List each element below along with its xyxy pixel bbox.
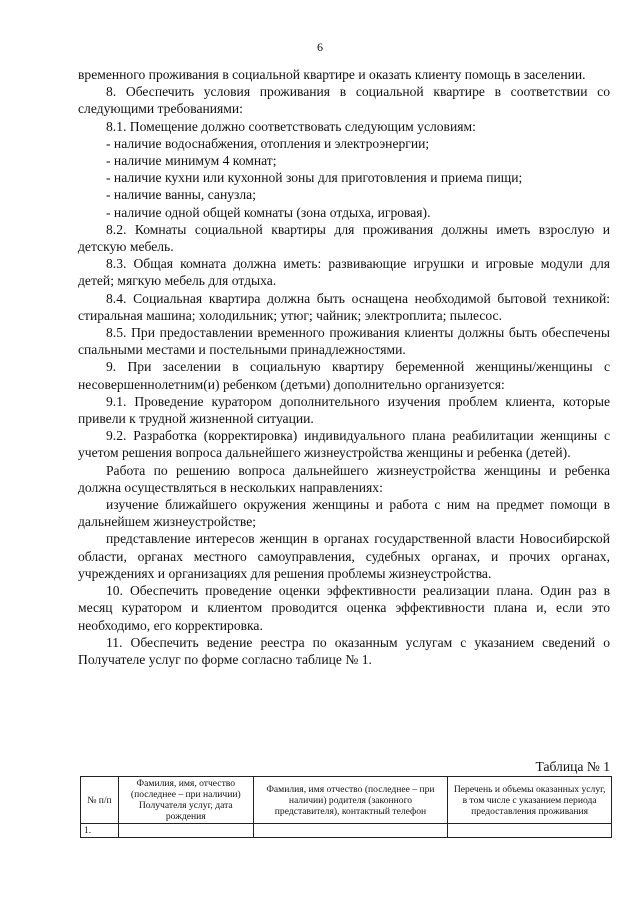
paragraph: 8.1. Помещение должно соответствовать следующим условиям: (106, 118, 476, 134)
paragraph: представление интересов женщин в органах государственной власти Новосибирской области, органах местного самоуправления, судебных органах, и прочих органах, учреждениях и организациях для решения проблемы жизнеустройства. (78, 531, 610, 581)
paragraph: - наличие одной общей комнаты (зона отдыха, игровая). (106, 204, 431, 220)
paragraph: 8. Обеспечить условия проживания в социальной квартире в соответствии со следующими требованиями: (78, 84, 610, 117)
paragraph: 8.3. Общая комната должна иметь: развивающие игрушки и игровые модули для детей; мягкую мебель для отдыха. (78, 256, 610, 289)
header-guardian: Фамилия, имя отчество (последнее – при наличии) родителя (законного представителя), контактный телефон (253, 777, 448, 824)
page-number: 6 (317, 40, 323, 54)
header-services: Перечень и объемы оказанных услуг, в том числе с указанием периода предоставления проживания (448, 777, 612, 824)
table-cell (118, 824, 253, 838)
table-cell (253, 824, 448, 838)
table-row (81, 824, 612, 838)
paragraph: 9. При заселении в социальную квартиру беременной женщины/женщины с несовершеннолетним(и) ребенком (детьми) дополнительно организуется: (78, 359, 610, 392)
paragraph: 8.4. Социальная квартира должна быть оснащена необходимой бытовой техникой: стиральная машина; холодильник; утюг; чайник; электроплита; пылесос. (78, 290, 610, 323)
header-number: № п/п (81, 777, 119, 824)
paragraph: 9.2. Разработка (корректировка) индивидуального плана реабилитации женщины с учетом решения вопроса дальнейшего жизнеустройства женщины и ребенка (детей). (78, 428, 610, 461)
table-header-row (81, 777, 612, 824)
paragraph: Работа по решению вопроса дальнейшего жизнеустройства женщины и ребенка должна осуществляться в нескольких направлениях: (78, 462, 610, 495)
paragraph: 10. Обеспечить проведение оценки эффективности реализации плана. Один раз в месяц куратором и клиентом проводится оценка эффективности плана и, если это необходимо, его корректировка. (78, 583, 610, 633)
paragraph: - наличие водоснабжения, отопления и электроэнергии; (106, 135, 430, 151)
paragraph: 8.5. При предоставлении временного проживания клиенты должны быть обеспечены спальными местами и постельными принадлежностями. (78, 325, 610, 358)
paragraph: временного проживания в социальной квартире и оказать клиенту помощь в заселении. (78, 67, 586, 82)
paragraph: - наличие кухни или кухонной зоны для приготовления и приема пищи; (106, 170, 523, 186)
services-registry-table (80, 776, 612, 838)
paragraph: - наличие ванны, санузла; (106, 187, 256, 203)
table-cell: 1. (81, 824, 119, 838)
paragraph: 9.1. Проведение куратором дополнительного изучения проблем клиента, которые привели к трудной жизненной ситуации. (78, 393, 610, 427)
header-recipient: Фамилия, имя, отчество (последнее – при наличии) Получателя услуг, дата рождения (118, 777, 253, 824)
paragraph: 11. Обеспечить ведение реестра по оказанным услугам с указанием сведений о Получателе услуг по форме согласно таблице № 1. (78, 634, 610, 667)
table-caption: Таблица № 1 (535, 759, 610, 774)
table-cell (448, 824, 612, 838)
paragraph: 8.2. Комнаты социальной квартиры для проживания должны иметь взрослую и детскую мебель. (78, 221, 610, 255)
document-body (78, 66, 610, 668)
paragraph: изучение ближайшего окружения женщины и работа с ним на предмет помощи в дальнейшем жизнеустройстве; (78, 497, 610, 530)
paragraph: - наличие минимум 4 комнат; (106, 153, 277, 169)
